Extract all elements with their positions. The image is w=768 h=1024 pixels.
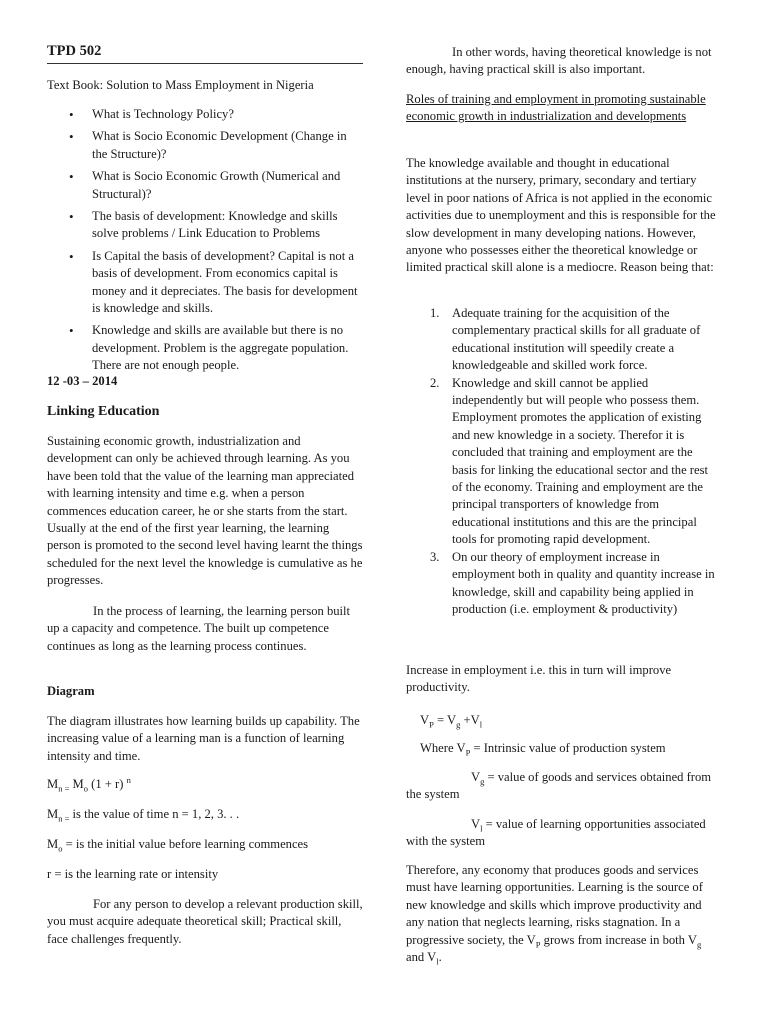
list-item: 2. Knowledge and skill cannot be applied independently but will people who possess them. Employment promotes the application of existing and new knowledge in a society. Therefor it is concluded that training and employment are the basis for linking the educational sector and the rest of the economy. Training and employment are the principal transporters of knowledge from educational institutions and this are the principal tools for promoting rapid development.: [430, 375, 708, 547]
paragraph-diagram: The diagram illustrates how learning builds up capability. The increasing value of a learning man is a function of learning intensity and time.: [47, 714, 360, 763]
equation-vp: $V_P = V_g +V_l$: [420, 713, 483, 730]
formula-mn: $M_{n =}$ $M_o$ (1 + r) $^n$: [47, 774, 131, 794]
textbook-line: Text Book: Solution to Mass Employment in Nigeria: [47, 78, 314, 92]
course-code: TPD 502: [47, 43, 102, 59]
definition-mo: $M_o$ = is the initial value before learning commences: [47, 837, 309, 854]
paragraph-knowledge: The knowledge available and thought in educational institutions at the nursery, primary, secondary and tertiary level in poor nations of Africa is not applied in the economic activities due to unemployment and this is responsible for the slow development in many developing nations. However, anyone who possesses either the theoretical knowledge or limited practical skill alone is a mediocre. Reason being that:: [406, 156, 716, 275]
reasons-list: [406, 305, 718, 618]
paragraph-production-skill: For any person to develop a relevant production skill, you must acquire adequate theoretical skill; Practical skill, face challenges frequently.: [47, 897, 363, 946]
heading-roles: Roles of training and employment in promoting sustainable economic growth in industrialization and developments: [406, 92, 706, 124]
paragraph-intro: In other words, having theoretical knowledge is not enough, having practical skill is also important.: [406, 45, 712, 77]
list-item: • What is Socio Economic Growth (Numerical and Structural)?: [47, 168, 365, 203]
list-item: 1. Adequate training for the acquisition of the complementary practical skills for all graduate of educational institution will speedily create a knowledgeable and skilled work force.: [430, 306, 701, 373]
definition-vl: $V_l$ = value of learning opportunities associated with the system: [406, 817, 706, 849]
paragraph-learning-process: In the process of learning, the learning person built up a capacity and competence. The built up competence continues as long as the learning process continues.: [47, 604, 351, 653]
definition-r: r = is the learning rate or intensity: [47, 867, 219, 881]
list-item: • The basis of development: Knowledge and skills solve problems / Link Education to Problems: [47, 208, 365, 243]
heading-diagram: Diagram: [47, 684, 95, 698]
list-item: • Is Capital the basis of development? Capital is not a basis of development. From economics capital is money and it depreciates. The basis for development is knowledge and skills.: [47, 248, 365, 318]
definition-vp: Where $V_P$ = Intrinsic value of production system: [420, 741, 666, 758]
topic-list: [47, 106, 365, 380]
list-item: 3. On our theory of employment increase in employment both in quality and quantity increase in knowledge, skill and capability being applied in production (i.e. employment & productivity): [430, 549, 715, 616]
paragraph-conclusion: Therefore, any economy that produces goods and services must have learning opportunities. Learning is the source of new knowledge and skills which improve productivity and any nation that neglects learning, risks stagnation. In a progressive society, the $V_P$ grows from increase in both $V_g$ and $V_l$.: [406, 863, 703, 967]
heading-linking-education: Linking Education: [47, 404, 160, 419]
paragraph-sustaining: Sustaining economic growth, industrialization and development can only be achieved through learning. As you have been told that the value of the learning man appreciated with learning intensity and time e.g. when a person commences education career, he or she starts from the start. Usually at the end of the first year learning, the learning person is promoted to the second level having learnt the things scheduled for the next level the knowledge is cumulative as he progresses.: [47, 434, 363, 588]
list-item: • Knowledge and skills are available but there is no development. Problem is the aggregate population. There are not enough people.: [47, 322, 365, 374]
title-rule: [47, 63, 363, 64]
definition-mn: $M_{n =}$ is the value of time n = 1, 2, 3. . .: [47, 807, 240, 824]
list-item: • What is Socio Economic Development (Change in the Structure)?: [47, 128, 365, 163]
paragraph-increase: Increase in employment i.e. this in turn will improve productivity.: [406, 663, 672, 695]
lecture-date: 12 -03 – 2014: [47, 374, 118, 388]
list-item: • What is Technology Policy?: [47, 106, 365, 123]
definition-vg: $V_g$ = value of goods and services obtained from the system: [406, 770, 712, 802]
